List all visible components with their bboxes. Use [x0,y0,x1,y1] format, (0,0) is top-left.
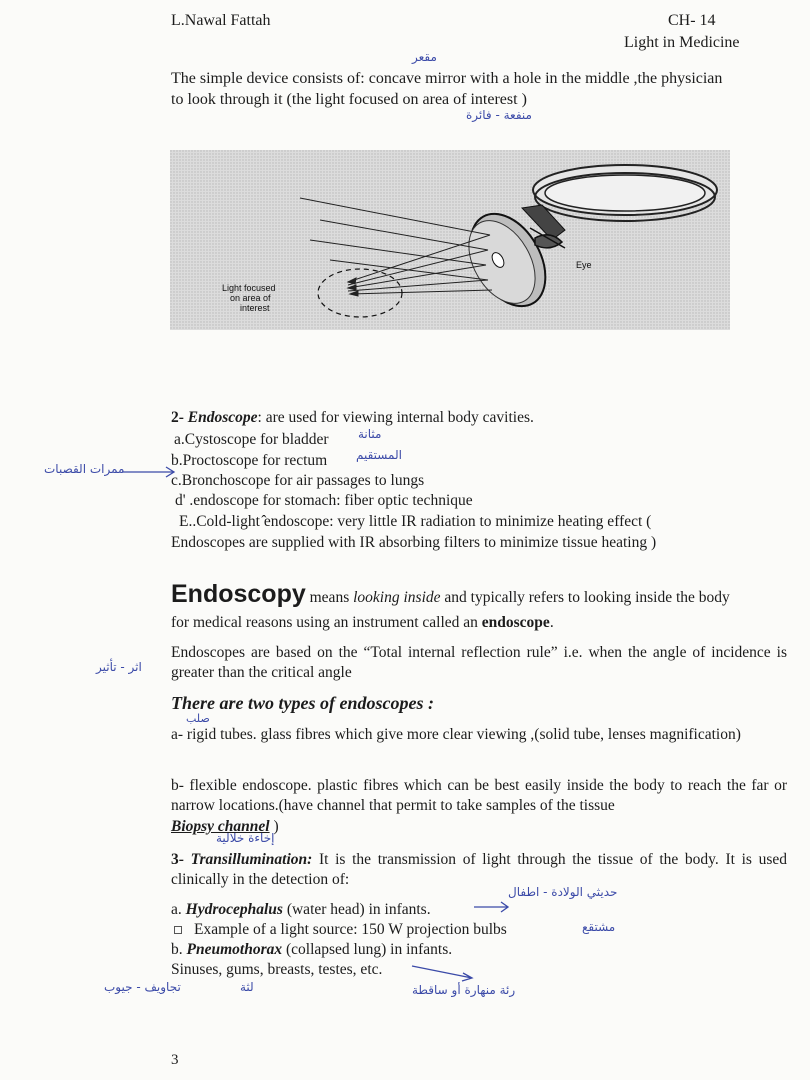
transillumination-desc: It is the transmission of light through the tissue of the body. It is used clinically in the detection of: [171,851,787,888]
item-hydrocephalus [171,900,431,920]
chapter-number: CH- 14 [668,12,716,29]
endoscope-item-proctoscope: b.Proctoscope for rectum [171,452,328,469]
example-light-source [174,920,507,940]
intro-line-1: The simple device consists of: concave mirror with a hole in the middle ,the physician [171,70,723,87]
bullet-square-icon [174,926,182,934]
annotation-projector: مشتقع [582,920,616,934]
chapter-topic: Light in Medicine [624,34,740,51]
endoscope-item-bronchoscope: c.Bronchoscope for air passages to lungs [171,472,425,489]
endoscopy-p1-line2-a: for medical reasons using an instrument called an [171,614,482,631]
example-text: Example of a light source: 150 W projection bulbs [194,921,507,938]
endoscopy-total-internal-reflection: Endoscopes are based on the “Total internal reflection rule” i.e. when the angle of incidence is greater than the critical angle [171,644,787,681]
annotation-bronchi: ممرات القصبات [44,462,125,476]
page-number: 3 [171,1052,179,1068]
item-a-prefix: a. [171,901,186,918]
item-a-term: Hydrocephalus [185,901,283,918]
cold-light-line-2: Endoscopes are supplied with IR absorbing filters to minimize tissue heating ) [171,534,657,551]
type-b-flexible: b- flexible endoscope. plastic fibres which can be best easily inside the body to reach the far or narrow locations.(have channel that permit to take samples of the tissue [171,777,787,814]
endoscopy-paragraph [171,580,787,609]
section-number: 2- [171,409,184,426]
type-a-rigid: a- rigid tubes. glass fibres which give more clear viewing ,(solid tube, lenses magnification) [171,726,741,743]
annotation-sinuses: تجاويف - جيوب [104,980,181,994]
author-name: L.Nawal Fattah [171,12,271,29]
annotation-arrow-bronchi [120,464,176,480]
focus-label-line-3: interest [240,303,270,313]
endoscopy-p1-line-2 [171,613,554,633]
endoscope-desc: : are used for viewing internal body cavities. [257,409,534,426]
annotation-arrow-infants [472,900,512,914]
endoscopy-p1-bold: endoscope [481,614,550,631]
focus-label-line-1: Light focused [222,283,276,293]
annotation-bulging: منفعة - فائرة [466,108,532,122]
annotation-biopsy: إخاءة خلالية [216,831,275,845]
annotation-bladder: مثانة [358,427,382,441]
biopsy-channel: Biopsy channel [171,818,270,835]
cold-light-line-1: E..Cold-light ̂endoscope: very little IR radiation to minimize heating effect ( [179,513,652,530]
annotation-arrow-lung [410,962,478,984]
endoscopy-p1-a: means [305,589,354,606]
section-3-number: 3- [171,851,184,868]
annotation-concave: مقعر [412,50,437,64]
endoscope-heading [171,408,534,428]
item-b-rest: (collapsed lung) in infants. [282,941,453,958]
annotation-rectum: المستقيم [356,448,402,462]
item-a-rest: (water head) in infants. [282,901,431,918]
item-pneumothorax [171,940,452,960]
annotation-effect: اثر - تأثير [96,660,142,674]
transillumination-paragraph [171,850,787,890]
intro-line-2: to look through it (the light focused on area of interest ) [171,91,527,108]
transillumination-term: Transillumination: [190,851,313,868]
item-sinuses: Sinuses, gums, breasts, testes, etc. [171,961,383,978]
annotation-lung: رئة منهارة أو ساقطة [412,983,516,997]
endoscope-item-stomach: d' .endoscope for stomach: fiber optic technique [175,492,473,509]
endoscopy-p1-italic: looking inside [353,589,441,606]
head-mirror-diagram [170,150,730,330]
endoscopy-p1-b: and typically refers to looking inside the body [440,589,730,606]
annotation-infants: حديثي الولادة - اطفال [508,885,618,899]
focus-label-line-2: on area of [230,293,271,303]
biopsy-end: ) [269,818,279,835]
annotation-gums: لثة [240,980,254,994]
types-heading: There are two types of endoscopes : [171,693,434,713]
endoscopy-heading: Endoscopy [171,580,306,608]
item-b-prefix: b. [171,941,187,958]
endoscope-term: Endoscope [187,409,258,426]
endoscope-item-cystoscope: a.Cystoscope for bladder [174,431,329,448]
annotation-hard: صلب [186,712,210,725]
item-b-term: Pneumothorax [186,941,283,958]
endoscopy-p1-line2-b: . [549,614,554,631]
eye-label: Eye [576,260,592,270]
